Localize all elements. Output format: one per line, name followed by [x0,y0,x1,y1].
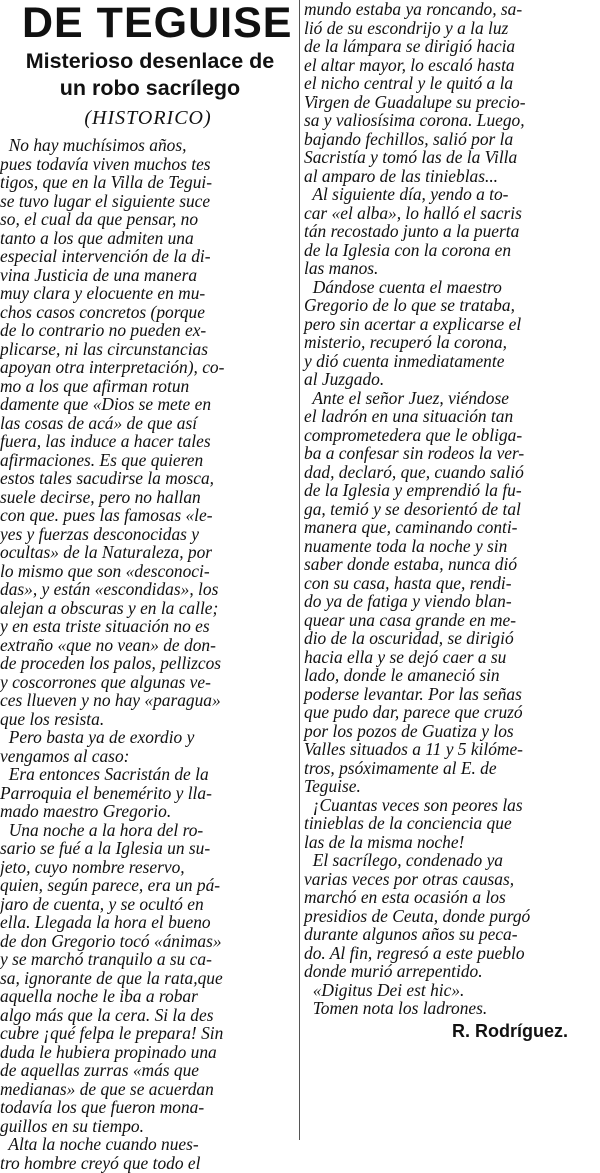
text-line: de lo contrario no pueden ex- [0,320,207,340]
text-line: de la lámpara se dirigió hacia [304,36,516,56]
text-line: das», y están «escondidas», los [0,579,219,599]
text-line: y dió cuenta inmediatamente [304,350,505,371]
text-line: ¡Cuantas veces son peores las [304,794,523,815]
text-line: tán recostado junto a la puerta [304,221,520,241]
text-line: Gregorio de lo que se trataba, [304,295,515,315]
text-line: tros, psóximamente al E. de [304,757,497,778]
text-line: varias veces por otras causas, [304,868,515,889]
subheadline-line-1: Misterioso desenlace de [25,49,275,73]
text-line: manera que, caminando conti- [304,517,518,537]
text-line: pero sin acertar a explicarse el [304,313,522,334]
text-line: ella. Llegada la hora el bueno [0,912,211,932]
text-line: ces llueven y no hay «paragua» [0,690,221,710]
headline: DE TEGUISE [22,0,293,47]
text-line: sa y valiosísima corona. Luego, [304,110,525,130]
left-column-body [0,136,296,1172]
text-line: yes y fuerzas desconocidas y [0,523,199,544]
text-line: ba a confesar sin rodeos la ver- [304,443,525,463]
text-line: cubre ¡qué felpa le prepara! Sin [0,1023,224,1043]
text-line: tigos, que en la Villa de Tegui- [0,172,213,192]
text-line: tanto a los que admiten una [0,227,194,248]
text-line: afirmaciones. Es que quieren [0,449,204,470]
text-line: Tomen nota los ladrones. [304,998,488,1018]
text-line: jeto, cuyo nombre reservo, [0,856,185,877]
text-line: durante algunos años su peca- [304,924,518,944]
text-line: dio de la oscuridad, se dirigió [304,628,514,648]
text-line: jaro de cuenta, y se ocultó en [0,893,204,914]
text-line: por los pozos de Guatiza y los [304,720,514,741]
text-line: «Digitus Dei est hic». [304,979,465,1000]
text-line: lió de su escondrijo y a la luz [304,17,509,38]
text-line: todavía los que fueron mona- [0,1097,205,1117]
text-line: marchó en esta ocasión a los [304,887,506,907]
text-line: plicarse, ni las circunstancias [0,338,209,359]
text-line: damente que «Dios se mete en [0,394,212,414]
text-line: quien, según parece, era un pá- [0,875,221,895]
text-line: al amparo de las tinieblas... [304,165,499,186]
text-line: de la Iglesia y emprendió la fu- [304,480,522,500]
text-line: de proceden los palos, pellizcos [0,653,222,673]
text-line: con que. pues las famosas «le- [0,505,213,525]
text-line: de don Gregorio tocó «ánimas» [0,930,222,951]
subheadline-line-2: un robo sacrílego [59,76,241,100]
kicker: (HISTORICO) [84,107,212,129]
text-line: No hay muchísimos años, [0,135,187,155]
text-line: el nicho central y le quitó a la [304,73,514,93]
text-line: comprometedera que le obliga- [304,424,523,445]
text-line: lo mismo que son «desconoci- [0,560,210,581]
text-line: so, el cual da que pensar, no [0,209,199,229]
text-line: de la Iglesia con la corona en [304,239,512,260]
text-line: poderse levantar. Por las señas [304,683,522,704]
text-line: que pudo dar, parece que cruzó [304,702,523,722]
text-line: estos tales sacudirse la mosca, [0,468,214,488]
text-line: car «el alba», lo halló el sacris [304,202,522,223]
text-line: Dándose cuenta el maestro [304,276,502,297]
text-line: Una noche a la hora del ro- [0,819,204,840]
text-line: alejan a obscuras y en la calle; [0,597,219,618]
text-line: hacia ella y se dejó caer a su [304,646,507,667]
text-line: fuera, las induce a hacer tales [0,431,211,451]
text-line: ga, temió y se desorientó de tal [304,498,521,519]
text-line: y se marchó tranquilo a su ca- [0,949,212,969]
text-line: pues todavía viven muchos tes [0,153,211,174]
text-line: el altar mayor, lo escaló hasta [304,54,515,75]
text-line: Sacristía y tomó las de la Villa [304,147,518,167]
text-line: vengamos al caso: [0,745,130,766]
text-line: Ante el señor Juez, viéndose [304,387,509,408]
text-line: Virgen de Guadalupe su precio- [304,91,526,112]
byline-signature: R. Rodríguez. [452,1020,568,1041]
text-line: y coscorrones que algunas ve- [0,671,211,692]
text-line: Alta la noche cuando nues- [0,1134,199,1154]
right-column-body [304,0,596,1018]
text-line: Teguise. [304,776,361,796]
text-line: quear una casa grande en me- [304,609,517,630]
text-line: tro hombre creyó que todo el [0,1152,201,1173]
text-line: mo a los que afirman rotun [0,375,190,396]
text-line: sa, ignorante de que la rata,que [0,967,223,988]
text-line: al Juzgado. [304,369,385,389]
text-line: donde murió arrepentido. [304,961,483,981]
text-line: que los resista. [0,708,105,729]
text-line: lado, donde le amaneció sin [304,665,500,685]
text-line: las cosas de acá» de que así [0,412,198,433]
text-line: aquella noche le iba a robar [0,986,198,1006]
text-line: mundo estaba ya roncando, sa- [304,0,523,19]
text-line: se tuvo lugar el siguiente suce [0,190,211,211]
text-line: tinieblas de la conciencia que [304,813,512,833]
text-line: muy clara y elocuente en mu- [0,283,206,303]
text-line: mado maestro Gregorio. [0,801,172,821]
text-line: Pero basta ya de exordio y [0,727,195,747]
text-line: Valles situados a 11 y 5 kilóme- [304,739,523,759]
text-line: do. Al fin, regresó a este pueblo [304,942,525,963]
text-line: vina Justicia de una manera [0,264,198,285]
text-line: apoyan otra interpretación), co- [0,357,225,377]
text-line: ocultas» de la Naturaleza, por [0,542,213,562]
text-line: sario se fué a la Iglesia un su- [0,838,211,858]
text-line: y en esta triste situación no es [0,616,210,636]
text-line: algo más que la cera. Si la des [0,1004,214,1025]
text-line: las manos. [304,258,379,278]
text-line: nuamente toda la noche y sin [304,535,508,556]
text-line: las de la misma noche! [304,831,465,852]
text-line: suele decirse, pero no hallan [0,486,201,507]
text-line: especial intervención de la di- [0,246,211,266]
text-line: presidios de Ceuta, donde purgó [304,905,531,926]
text-line: dad, declaró, que, cuando salió [304,461,524,482]
right-column [304,0,596,1140]
text-line: guillos en su tiempo. [0,1115,144,1136]
text-line: bajando fechillos, salió por la [304,128,514,149]
text-line: medianas» de que se acuerdan [0,1078,214,1099]
text-line: chos casos concretos (porque [0,301,205,322]
text-line: do ya de fatiga y viendo blan- [304,591,512,611]
text-line: Era entonces Sacristán de la [0,764,209,784]
text-line: duda le hubiera propinado una [0,1041,217,1062]
text-line: misterio, recuperó la corona, [304,332,508,352]
text-line: extraño «que no vean» de don- [0,634,216,655]
text-line: de aquellas zurras «más que [0,1060,200,1080]
text-line: el ladrón en una situación tan [304,406,514,426]
text-line: con su casa, hasta que, rendi- [304,572,512,593]
text-line: saber donde estaba, nunca dió [304,554,518,574]
left-column [0,0,296,1173]
text-line: Al siguiente día, yendo a to- [304,184,509,204]
text-line: Parroquia el benemérito y lla- [0,782,212,803]
column-divider [299,0,300,1140]
text-line: El sacrílego, condenado ya [304,850,503,870]
